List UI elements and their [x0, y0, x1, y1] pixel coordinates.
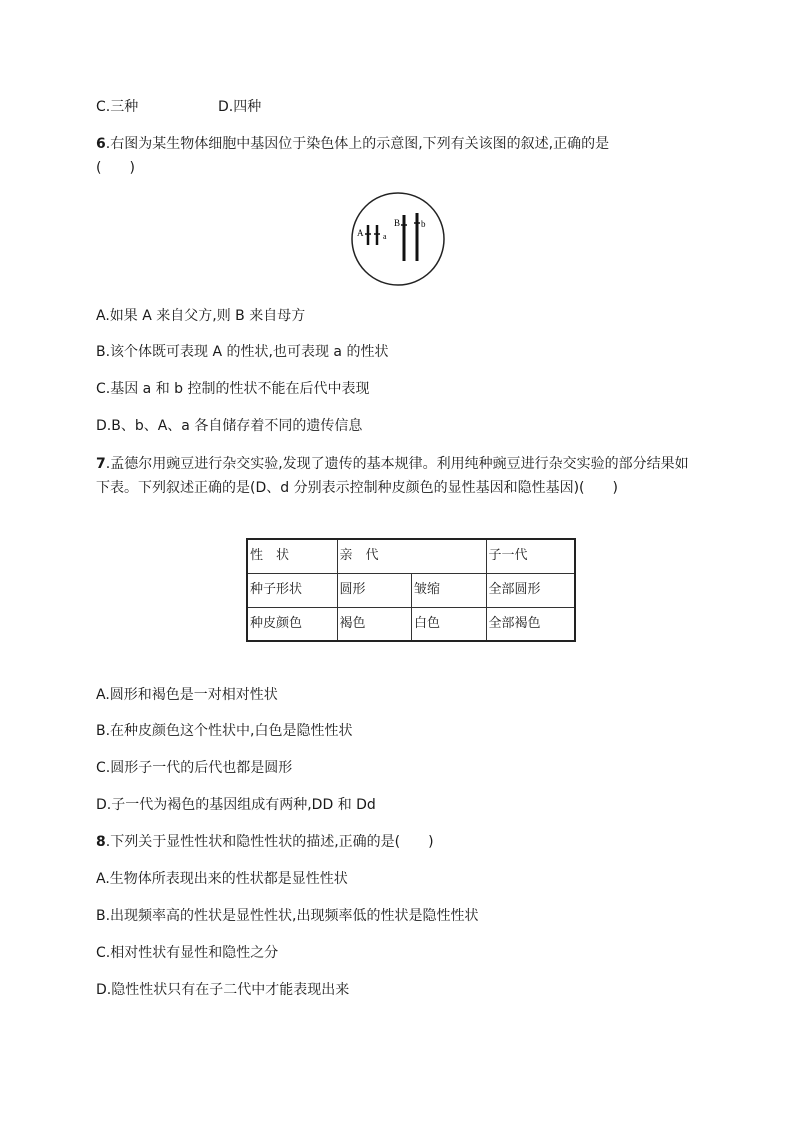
label-A: A [357, 228, 364, 238]
row2-parent1: 褐色 [337, 607, 412, 641]
table-row [247, 573, 575, 607]
q8-number: 8 [96, 834, 106, 850]
q7-option-d: D.子一代为褐色的基因组成有两种,DD 和 Dd [96, 797, 376, 813]
label-a: a [383, 232, 387, 241]
q7-option-b: B.在种皮颜色这个性状中,白色是隐性性状 [96, 723, 353, 739]
q6-paren: ( ) [96, 160, 135, 176]
q6-option-b: B.该个体既可表现 A 的性状,也可表现 a 的性状 [96, 344, 389, 360]
row1-f1: 全部圆形 [486, 573, 575, 607]
q6-number: 6 [96, 136, 106, 152]
table-header-row [247, 539, 575, 573]
row2-trait: 种皮颜色 [247, 607, 337, 641]
row1-trait: 种子形状 [247, 573, 337, 607]
label-B: B [394, 218, 401, 228]
q7-stem [96, 452, 701, 500]
q6-stem-text: .右图为某生物体细胞中基因位于染色体上的示意图,下列有关该图的叙述,正确的是 [105, 136, 610, 152]
row1-parent1: 圆形 [337, 573, 412, 607]
q6-option-c: C.基因 a 和 b 控制的性状不能在后代中表现 [96, 381, 370, 397]
table-row [247, 607, 575, 641]
label-b: b [421, 219, 426, 229]
row1-parent2: 皱缩 [412, 573, 487, 607]
q8-stem [96, 832, 434, 852]
row2-parent2: 白色 [412, 607, 487, 641]
q6-option-d: D.B、b、A、a 各自储存着不同的遗传信息 [96, 418, 363, 434]
header-parent: 亲 代 [337, 539, 486, 573]
q7-option-a: A.圆形和褐色是一对相对性状 [96, 687, 278, 703]
chromosome-diagram [350, 191, 446, 287]
q8-option-b: B.出现频率高的性状是显性性状,出现频率低的性状是隐性性状 [96, 908, 479, 924]
q7-number: 7 [96, 456, 106, 472]
q6-option-a: A.如果 A 来自父方,则 B 来自母方 [96, 308, 306, 324]
q8-option-a: A.生物体所表现出来的性状都是显性性状 [96, 871, 348, 887]
cell-outline [352, 193, 444, 285]
header-trait: 性 状 [247, 539, 337, 573]
q8-stem-text: .下列关于显性性状和隐性性状的描述,正确的是( ) [105, 834, 434, 850]
trait-table [246, 538, 576, 642]
q7-option-c: C.圆形子一代的后代也都是圆形 [96, 760, 293, 776]
q5-option-c: C.三种 [96, 99, 139, 115]
q6-stem [96, 134, 609, 154]
q8-option-d: D.隐性性状只有在子二代中才能表现出来 [96, 982, 350, 998]
q8-option-c: C.相对性状有显性和隐性之分 [96, 945, 279, 961]
q5-option-d: D.四种 [218, 99, 262, 115]
q7-stem-text: .孟德尔用豌豆进行杂交实验,发现了遗传的基本规律。利用纯种豌豆进行杂交实验的部分结果如下表。下列叙述正确的是(D、d 分别表示控制种皮颜色的显性基因和隐性基因)( ) [96, 456, 689, 496]
row2-f1: 全部褐色 [486, 607, 575, 641]
header-f1: 子一代 [486, 539, 575, 573]
